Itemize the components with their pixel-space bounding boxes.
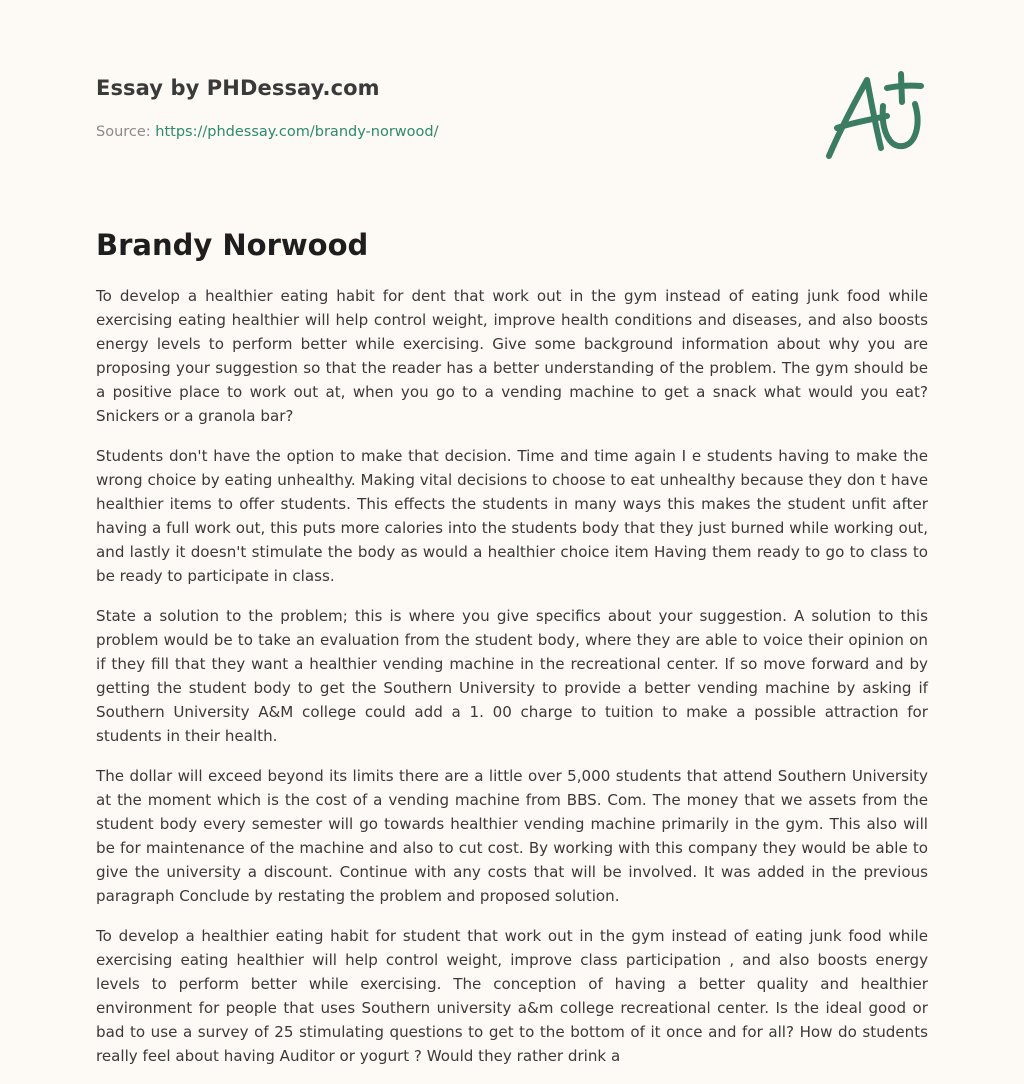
source-line [96,124,438,140]
a-plus-grade-icon [823,68,927,164]
paragraph-4: The dollar will exceed beyond its limits there are a little over 5,000 students that attend Southern University at the moment which is the cost of a vending machine from BBS. Com. The money that we assets from the student body every semester will go towards healthier vending machine primarily in the gym. This also will be for maintenance of the machine and also to cut cost. By working with this company they would be able to give the university a discount. Continue with any costs that will be involved. It was added in the previous paragraph Conclude by restating the problem and proposed solution. [96,767,928,905]
source-link[interactable]: https://phdessay.com/brandy-norwood/ [155,124,439,140]
paragraph-5: To develop a healthier eating habit for student that work out in the gym instead of eating junk food while exercising eating healthier will help control weight, improve class participation , and also boosts energy levels to perform better while exercising. The conception of having a better quality and healthier environment for people that uses Southern university a&m college recreational center. Is the ideal good or bad to use a survey of 25 stimulating questions to get to the bottom of it once and for all? How do students really feel about having Auditor or yogurt ? Would they rather drink a [96,927,928,1065]
page-header [96,0,928,190]
paragraph-3: State a solution to the problem; this is where you give specifics about your suggestion. A solution to this problem would be to take an evaluation from the student body, where they are able to voice their opinion on if they fill that they want a healthier vending machine in the recreational center. If so move forward and by getting the student body to get the Southern University to provide a better vending machine by asking if Southern University A&M college could add a 1. 00 charge to tuition to make a possible attraction for students in their health. [96,607,928,745]
source-label: Source: [96,124,156,140]
essay-body [96,284,928,1084]
paragraph-1: To develop a healthier eating habit for dent that work out in the gym instead of eating junk food while exercising eating healthier will help control weight, improve health conditions and diseases, and also boosts energy levels to perform better while exercising. Give some background information about why you are proposing your suggestion so that the reader has a better understanding of the problem. The gym should be a positive place to work out at, when you go to a vending machine to get a snack what would you eat? Snickers or a granola bar? [96,287,928,425]
essay-page [96,0,928,1065]
site-title: Essay by PHDessay.com [96,76,380,100]
document-title: Brandy Norwood [96,228,369,262]
paragraph-2: Students don't have the option to make that decision. Time and time again I e students having to make the wrong choice by eating unhealthy. Making vital decisions to choose to eat unhealthy because they don t have healthier items to offer students. This effects the students in many ways this makes the student unfit after having a full work out, this puts more calories into the students body that they just burned while working out, and lastly it doesn't stimulate the body as would a healthier choice item Having them ready to go to class to be ready to participate in class. [96,447,928,585]
